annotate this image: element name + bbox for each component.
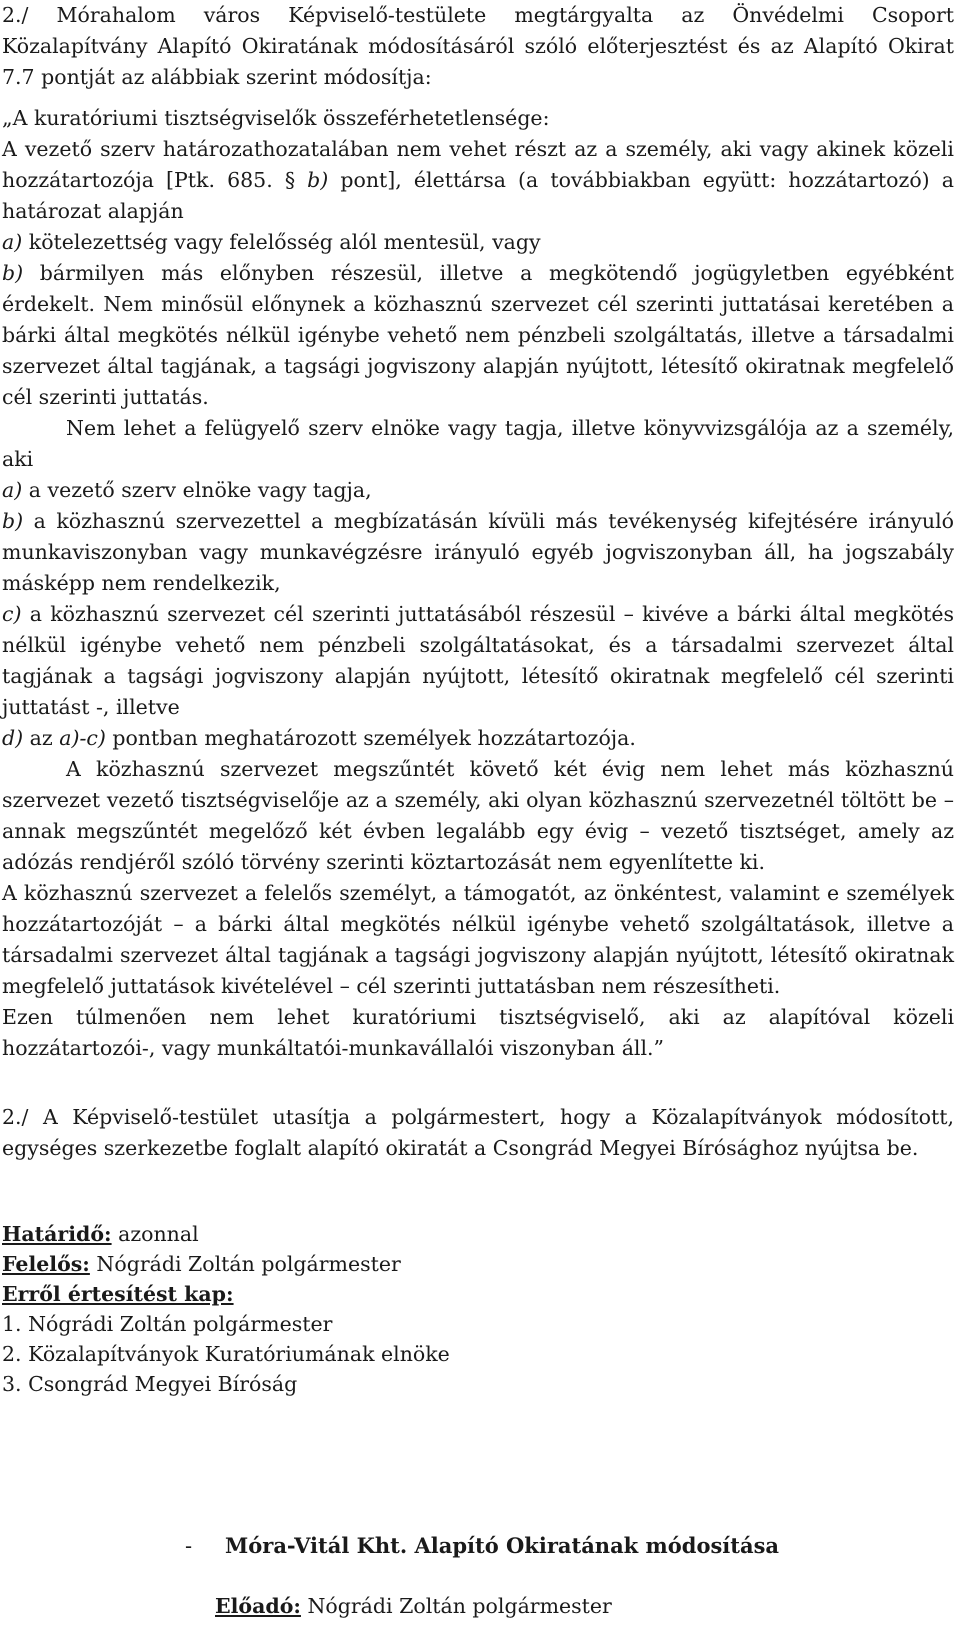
paragraph-4-text: A közhasznú szervezet a felelős személyt, a támogatót, az önkéntest, valamint e személyek hozzátartozóját – a bárki által megkötés nélkül igénybe vehető szolgáltatások, illetve a társadalmi szervezet által tagjának a tagsági jogviszony alapján nyújtott, létesítő okiratnak megfelelő juttatások kivételével – cél szerinti juttatásban nem részesítheti. (2, 881, 954, 998)
deadline-value: azonnal (118, 1222, 199, 1246)
section-sign: § (284, 168, 296, 192)
p2-item-c-label: c) (2, 602, 22, 626)
recipient-1: 1. Nógrádi Zoltán polgármester (2, 1312, 333, 1336)
presenter-label: Előadó: (215, 1594, 301, 1618)
deadline-label: Határidő: (2, 1222, 112, 1246)
p2-item-d-label: d) (2, 726, 24, 750)
p2-item-d-ref: a)-c) (59, 726, 106, 750)
recipient-2: 2. Közalapítványok Kuratóriumának elnöke (2, 1342, 450, 1366)
responsible-line (2, 1249, 401, 1280)
deadline-line (2, 1219, 199, 1250)
next-item-title-line (185, 1530, 779, 1562)
paragraph-2-item-b (2, 506, 954, 599)
notify-line (2, 1279, 234, 1310)
list-dash: - (185, 1534, 193, 1558)
resolution-2-text: 2./ A Képviselő-testület utasítja a polgármestert, hogy a Közalapítványok módosított, egységes szerkezetbe foglalt alapító okiratát a Csongrád Megyei Bírósághoz nyújtsa be. (2, 1105, 954, 1160)
paragraph-2-item-c (2, 599, 954, 723)
paragraph-2-intro-text: Nem lehet a felügyelő szerv elnöke vagy tagja, illetve könyvvizsgálója az a személy, aki (2, 416, 954, 471)
resolution-2 (2, 1102, 954, 1164)
recipient-3: 3. Csongrád Megyei Bíróság (2, 1372, 298, 1396)
paragraph-1-item-b (2, 258, 954, 413)
paragraph-5-text: Ezen túlmenően nem lehet kuratóriumi tisztségviselő, aki az alapítóval közeli hozzátartozói-, vagy munkáltatói-munkavállalói viszonyban áll.” (2, 1005, 954, 1060)
quote-heading-block (2, 103, 954, 134)
item-b-text: bármilyen más előnyben részesül, illetve a megkötendő jogügyletben egyébként érdekelt. Nem minősül előnynek a közhasznú szervezet cél szerinti juttatásai keretében a bárki által megkötés nélkül igénybe vehető nem pénzbeli szolgáltatás, illetve a társadalmi szervezet által tagjának, a tagsági jogviszony alapján nyújtott, létesítő okiratnak megfelelő cél szerinti juttatás. (2, 261, 954, 409)
item-a-label: a) (2, 230, 23, 254)
notify-label: Erről értesítést kap: (2, 1282, 234, 1306)
p2-item-b-label: b) (2, 509, 24, 533)
p2-item-a-label: a) (2, 478, 23, 502)
resolution-1-intro-text: 2./ Mórahalom város Képviselő-testülete megtárgyalta az Önvédelmi Csoport Közalapítvány Alapító Okiratának módosításáról szóló előterjesztést és az Alapító Okirat 7.7 pontját az alábbiak szerint módosítja: (2, 3, 954, 89)
paragraph-1-point-ref: b) (307, 168, 329, 192)
paragraph-2-item-d (2, 723, 954, 754)
p2-item-b-text: a közhasznú szervezettel a megbízatásán kívüli más tevékenység kifejtésére irányuló munkaviszonyban vagy munkavégzésre irányuló egyéb jogviszonyban áll, ha jogszabály másképp nem rendelkezik, (2, 509, 954, 595)
paragraph-1-item-a (2, 227, 954, 258)
presenter-value: Nógrádi Zoltán polgármester (307, 1594, 612, 1618)
paragraph-5 (2, 1002, 954, 1064)
paragraph-1 (2, 134, 954, 227)
quote-heading: „A kuratóriumi tisztségviselők összeférhetetlensége: (2, 106, 550, 130)
paragraph-1-start: A vezető szerv határozathozatalában nem vehet részt az a személy, aki vagy akinek közeli hozzátartozója [Ptk. 685. (2, 137, 954, 192)
next-item-title: Móra-Vitál Kht. Alapító Okiratának módosítása (225, 1533, 779, 1558)
p2-item-d-mid: az (29, 726, 53, 750)
paragraph-1-text (2, 134, 954, 227)
paragraph-2-intro (2, 413, 954, 475)
item-a-text: kötelezettség vagy felelősség alól mentesül, vagy (28, 230, 541, 254)
presenter-line (215, 1591, 612, 1622)
paragraph-3 (2, 754, 954, 878)
p2-item-a-text: a vezető szerv elnöke vagy tagja, (28, 478, 372, 502)
responsible-value: Nógrádi Zoltán polgármester (96, 1252, 401, 1276)
p2-item-c-text: a közhasznú szervezet cél szerinti juttatásából részesül – kivéve a bárki által megkötés nélkül igénybe vehető nem pénzbeli szolgáltatásokat, és a társadalmi szervezet által tagjának a tagsági jogviszony alapján nyújtott, létesítő okiratnak megfelelő cél szerinti juttatást -, illetve (2, 602, 954, 719)
paragraph-1-end: pont], élettársa (a továbbiakban együtt: hozzátartozó) a határozat alapján (2, 168, 954, 223)
item-b-label: b) (2, 261, 24, 285)
p2-item-d-text: pontban meghatározott személyek hozzátartozója. (112, 726, 636, 750)
resolution-1-intro (2, 0, 954, 93)
responsible-label: Felelős: (2, 1252, 90, 1276)
paragraph-2-item-a (2, 475, 954, 506)
paragraph-3-text: A közhasznú szervezet megszűntét követő két évig nem lehet más közhasznú szervezet vezető tisztségviselője az a személy, aki olyan közhasznú szervezetnél töltött be – annak megszűntét megelőző két évben legalább egy évig – vezető tisztséget, amely az adózás rendjéről szóló törvény szerinti köztartozását nem egyenlítette ki. (2, 757, 954, 874)
paragraph-4 (2, 878, 954, 1002)
